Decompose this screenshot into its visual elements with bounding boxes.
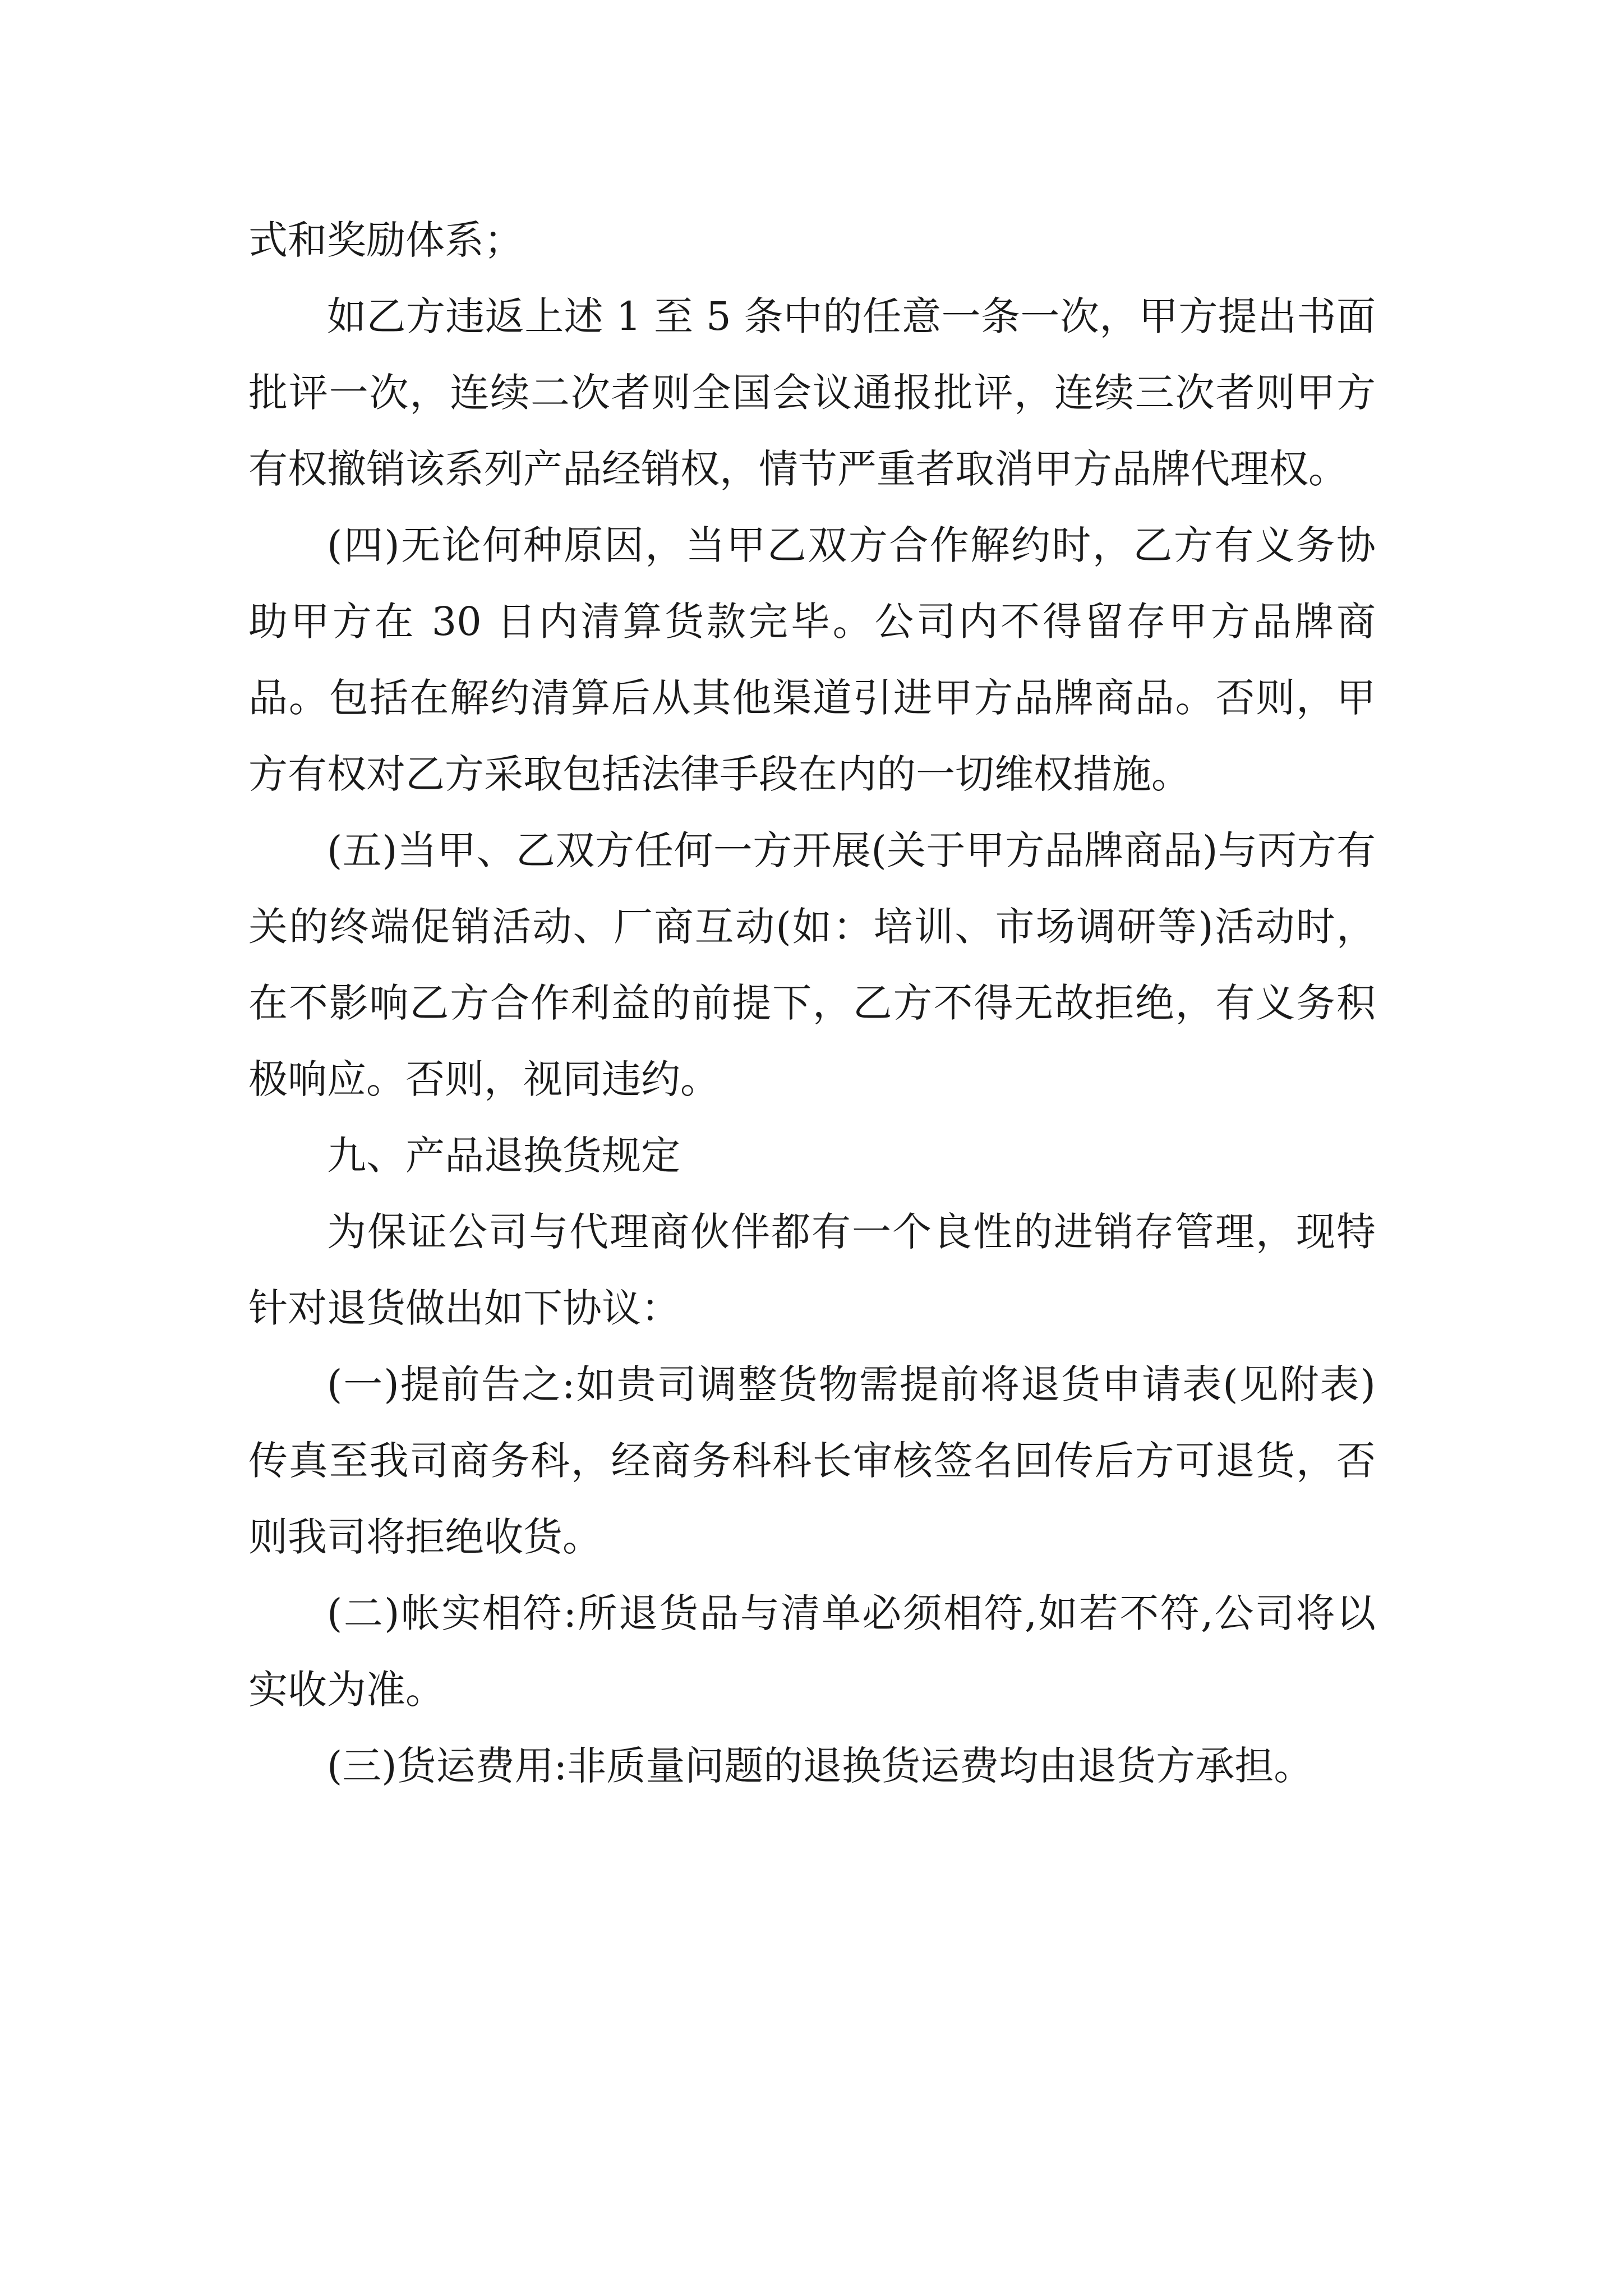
paragraph-clause-5: (五)当甲、乙双方任何一方开展(关于甲方品牌商品)与丙方有关的终端促销活动、厂商互动(如：培训、市场调研等)活动时，在不影响乙方合作利益的前提下，乙方不得无故拒绝，有义务积极响应。否则，视同违约。 bbox=[248, 827, 1376, 1102]
section-heading-returns: 九、产品退换货规定 bbox=[327, 1133, 680, 1179]
paragraph-returns-intro: 为保证公司与代理商伙伴都有一个良性的进销存管理，现特针对退货做出如下协议： bbox=[248, 1209, 1376, 1331]
paragraph-continuation: 式和奖励体系； bbox=[248, 217, 523, 263]
paragraph-returns-3: (三)货运费用:非质量问题的退换货运费均由退货方承担。 bbox=[327, 1743, 1313, 1789]
paragraph-returns-2: (二)帐实相符:所退货品与清单必须相符,如若不符,公司将以实收为准。 bbox=[248, 1590, 1376, 1713]
paragraph-returns-1: (一)提前告之:如贵司调整货物需提前将退货申请表(见附表)传真至我司商务科，经商务科科长审核签名回传后方可退货，否则我司将拒绝收货。 bbox=[248, 1361, 1376, 1560]
document-body bbox=[248, 202, 1376, 1804]
paragraph-clause-4: (四)无论何种原因，当甲乙双方合作解约时，乙方有义务协助甲方在 30 日内清算货款完毕。公司内不得留存甲方品牌商品。包括在解约清算后从其他渠道引进甲方品牌商品。否则，甲方有权对乙方采取包括法律手段在内的一切维权措施。 bbox=[248, 522, 1376, 797]
paragraph-violation-penalty: 如乙方违返上述 1 至 5 条中的任意一条一次，甲方提出书面批评一次，连续二次者则全国会议通报批评，连续三次者则甲方有权撤销该系列产品经销权，情节严重者取消甲方品牌代理权。 bbox=[248, 293, 1376, 492]
